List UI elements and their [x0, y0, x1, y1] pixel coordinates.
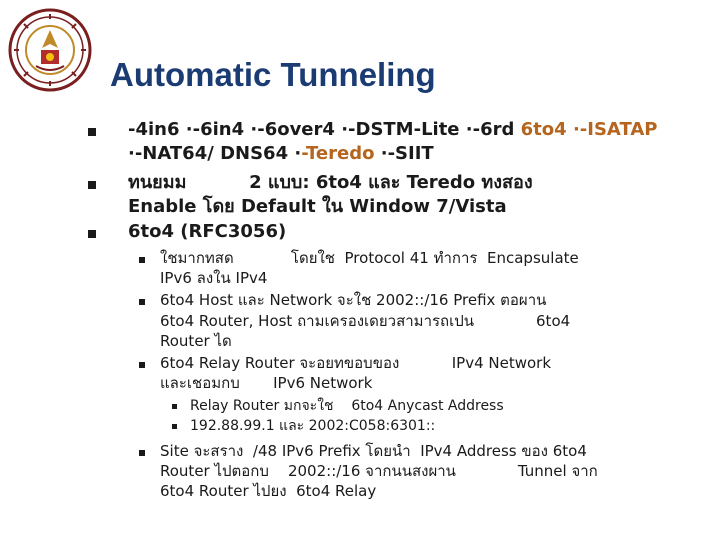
bullet-1-text-c: ·-NAT64/ DNS64 ·: [128, 143, 302, 164]
sub-bullet-1-line-2: IPv6 ลงใน IPv4: [160, 269, 268, 287]
bullet-1-text-d: ·-SIIT: [374, 143, 434, 164]
sub-bullet-1-line-1: ใชมากทสด โดยใช Protocol 41 ทำการ Encapsulate: [160, 249, 579, 267]
sub-sub-bullet-marker: [172, 424, 177, 429]
bullet-marker: [88, 230, 96, 238]
university-seal-icon: [8, 8, 92, 92]
sub-bullet-marker: [139, 299, 145, 305]
bullet-1-text-b: -Lite ·-6rd: [413, 119, 521, 140]
sub-bullet-4-line-2: Router ไปตอกบ 2002::/16 จากนนสงผาน Tunnel จาก: [160, 462, 598, 480]
sub-bullet-3-line-2: และเชอมกบ IPv6 Network: [160, 374, 373, 392]
sub-bullet-marker: [139, 362, 145, 368]
bullet-1-text-a: -4in6 ·-6in4 ·-6over4 ·-DSTM: [128, 119, 414, 140]
bullet-2-line-2: Enable โดย Default ใน Window 7/Vista: [128, 196, 507, 217]
sub-sub-bullet-2: 192.88.99.1 และ 2002:C058:6301::: [190, 418, 436, 434]
bullet-3-line-1: 6to4 (RFC3056): [128, 221, 287, 242]
sub-bullet-2-line-2: 6to4 Router, Host ถามเครองเดยวสามารถเปน 6to4: [160, 312, 571, 330]
sub-bullet-3-line-1: 6to4 Relay Router จะอยทขอบของ IPv4 Network: [160, 354, 552, 372]
bullet-1-6to4-highlight: 6to4 ·: [520, 119, 580, 140]
sub-bullet-4-line-1: Site จะสราง /48 IPv6 Prefix โดยนำ IPv4 Address ของ 6to4: [160, 442, 587, 460]
sub-sub-bullet-1: Relay Router มกจะใช 6to4 Anycast Address: [190, 398, 504, 414]
sub-bullet-marker: [139, 257, 145, 263]
bullet-marker: [88, 181, 96, 189]
bullet-2-line-1: ทนยมม 2 แบบ: 6to4 และ Teredo ทงสอง: [128, 172, 533, 193]
bullet-1-line-1: [128, 118, 657, 142]
sub-bullet-marker: [139, 450, 145, 456]
bullet-1-isatap-highlight: -ISATAP: [579, 119, 658, 140]
slide-title: Automatic Tunneling: [110, 56, 436, 93]
bullet-1-line-2: [128, 142, 434, 166]
bullet-marker: [88, 128, 96, 136]
sub-bullet-2-line-1: 6to4 Host และ Network จะใช 2002::/16 Prefix ตอผาน: [160, 291, 547, 309]
sub-bullet-4-line-3: 6to4 Router ไปยง 6to4 Relay: [160, 482, 377, 500]
sub-bullet-2-line-3: Router ได: [160, 332, 232, 350]
bullet-1-teredo-highlight: -Teredo: [301, 143, 375, 164]
sub-sub-bullet-marker: [172, 404, 177, 409]
